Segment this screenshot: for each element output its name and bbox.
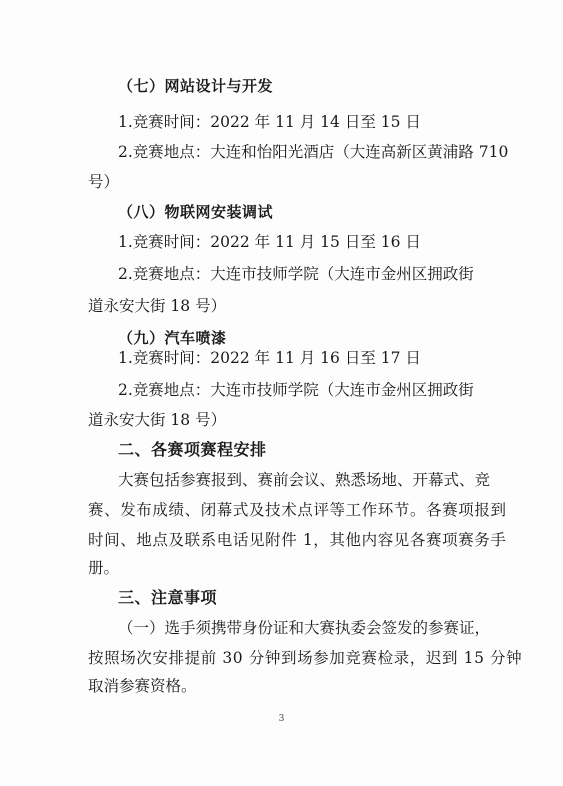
notes-heading: 三、注意事项 xyxy=(118,588,218,607)
section-8-time: 1.竞赛时间：2022 年 11 月 15 日至 16 日 xyxy=(118,233,421,251)
section-7-time: 1.竞赛时间：2022 年 11 月 14 日至 15 日 xyxy=(118,113,421,131)
section-8-heading: （八）物联网安装调试 xyxy=(118,203,274,221)
schedule-line-1: 大赛包括参赛报到、赛前会议、熟悉场地、开幕式、竞 xyxy=(118,471,491,489)
schedule-heading: 二、各赛项赛程安排 xyxy=(118,440,267,459)
section-8-place-line1: 2.竞赛地点：大连市技师学院（大连市金州区拥政街 xyxy=(118,265,474,283)
section-7-heading: （七）网站设计与开发 xyxy=(118,77,274,95)
schedule-line-3: 时间、地点及联系电话见附件 1，其他内容见各赛项赛务手 xyxy=(88,531,507,549)
section-8-place-line2: 道永安大街 18 号） xyxy=(88,297,227,315)
schedule-line-4: 册。 xyxy=(88,559,120,577)
schedule-line-2: 赛、发布成绩、闭幕式及技术点评等工作环节。各赛项报到 xyxy=(88,501,507,519)
notes-line-3: 取消参赛资格。 xyxy=(88,677,197,695)
section-7-place-line1: 2.竞赛地点：大连和怡阳光酒店（大连高新区黄浦路 710 xyxy=(118,143,509,161)
section-9-place-line2: 道永安大街 18 号） xyxy=(88,411,227,429)
section-7-place-line2: 号） xyxy=(88,173,120,191)
notes-line-1: （一）选手须携带身份证和大赛执委会签发的参赛证， xyxy=(118,619,491,637)
section-9-heading: （九）汽车喷漆 xyxy=(118,329,227,347)
page-number: 3 xyxy=(278,714,285,724)
section-9-place-line1: 2.竞赛地点：大连市技师学院（大连市金州区拥政街 xyxy=(118,381,474,399)
section-9-time: 1.竞赛时间：2022 年 11 月 16 日至 17 日 xyxy=(118,349,421,367)
notes-line-2: 按照场次安排提前 30 分钟到场参加竞赛检录，迟到 15 分钟 xyxy=(88,649,523,667)
